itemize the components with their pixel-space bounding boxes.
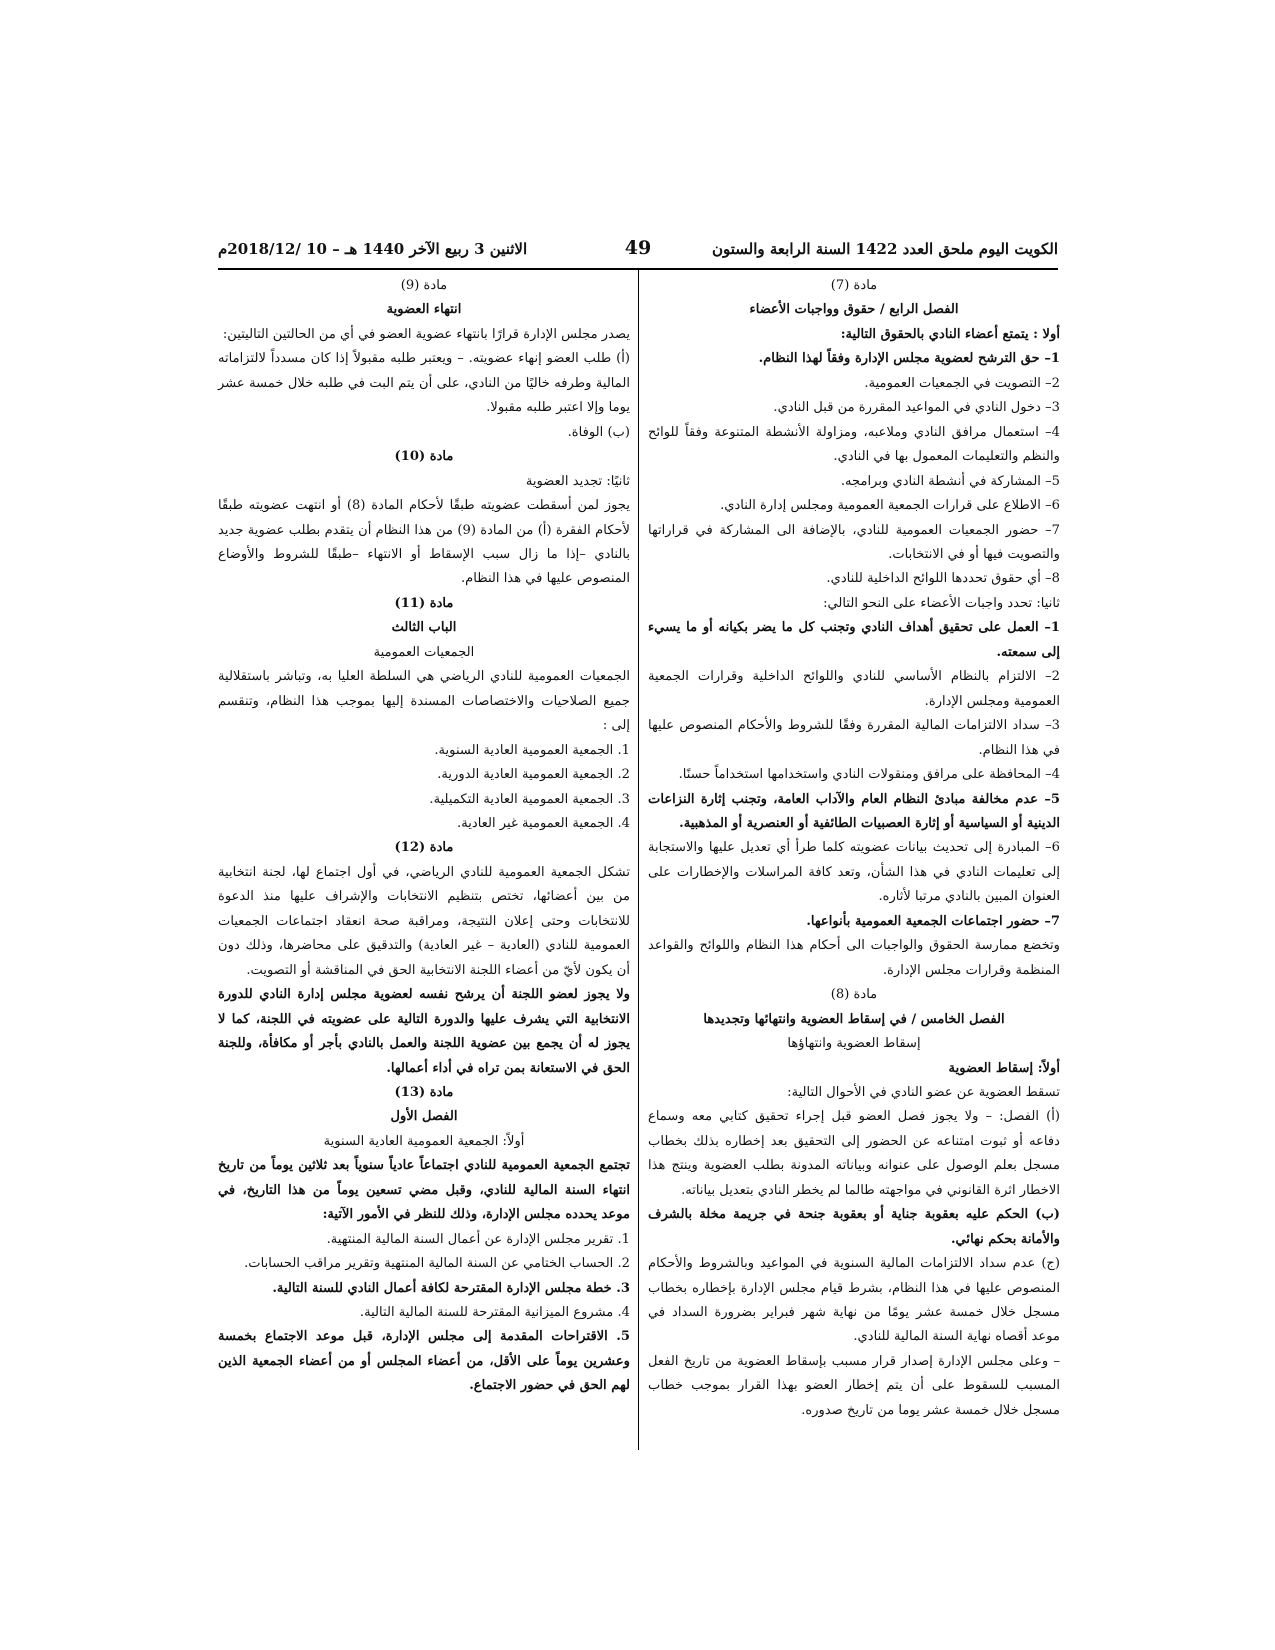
list-item: 1. تقرير مجلس الإدارة عن أعمال السنة المالية المنتهية. — [326, 1231, 630, 1247]
list-item: 4. مشروع الميزانية المقترحة للسنة المالية التالية. — [359, 1305, 630, 1321]
list-item: (أ) طلب العضو إنهاء عضويته. – ويعتبر طلبه مقبولاً إذا كان مسدداً لالتزاماته المالية وطرفه خاليًا من النادي، على أن يتم البت في طلبه خلال خمسة عشر يوما وإلا اعتبر طلبه مقبولا. — [218, 351, 630, 416]
paragraph: تجتمع الجمعية العمومية للنادي اجتماعاً عادياً سنوياً بعد ثلاثين يوماً من تاريخ انتهاء السنة المالية للنادي، وقبل مضي تسعين يوماً من هذا التاريخ، في موعد يحدده مجلس الإدارة، وذلك للنظر في الأمور الآتية: — [218, 1158, 630, 1223]
chapter-heading: الفصل الأول — [390, 1109, 458, 1125]
paragraph: وتخضع ممارسة الحقوق والواجبات الى أحكام هذا النظام واللوائح والقواعد المنظمة وقرارات مجلس الإدارة. — [648, 938, 1060, 978]
list-item: (ج) عدم سداد الالتزامات المالية السنوية في المواعيد وبالشروط والأحكام المنصوص عليها في هذا النظام، بشرط قيام مجلس الإدارة بإخطاره بخطاب مسجل خلال خمسة عشر يومًا من نهاية شهر فبراير بضرورة السداد في موعد أقصاه نهاية السنة المالية للنادي. — [648, 1256, 1060, 1345]
right-column — [648, 274, 1060, 1423]
section-heading: ثانيا: تحدد واجبات الأعضاء على النحو التالي: — [823, 595, 1060, 611]
article-heading: مادة (8) — [830, 987, 878, 1003]
list-item: 1– العمل على تحقيق أهداف النادي وتجنب كل ما يضر بكيانه أو ما يسيء إلى سمعته. — [648, 620, 1060, 660]
list-item: 8– أي حقوق تحددها اللوائح الداخلية للنادي. — [826, 571, 1060, 587]
section-heading: أولا : يتمتع أعضاء النادي بالحقوق التالية: — [840, 326, 1060, 342]
list-item: 7– حضور الجمعيات العمومية للنادي، بالإضافة الى المشاركة في قراراتها والتصويت فيها أو في الانتخابات. — [648, 522, 1060, 562]
part-heading: الباب الثالث — [391, 620, 457, 636]
list-item: 4– المحافظة على مرافق ومنقولات النادي واستخدامها استخداماً حسنًا. — [678, 767, 1060, 783]
paragraph: الجمعيات العمومية للنادي الرياضي هي السلطة العليا به، وتباشر باستقلالية جميع الصلاحيات والاختصاصات المسندة إليها بموجب هذا النظام، وتنقسم إلى : — [218, 669, 630, 734]
sub-heading: إسقاط العضوية وانتهاؤها — [787, 1036, 921, 1052]
column-divider — [638, 270, 639, 1450]
list-item: (ب) الحكم عليه بعقوبة جناية أو بعقوبة جنحة في جريمة مخلة بالشرف والأمانة بحكم نهائي. — [648, 1207, 1060, 1247]
left-column — [218, 274, 630, 1399]
list-item: 3– سداد الالتزامات المالية المقررة وفقًا للشروط والأحكام المنصوص عليها في هذا النظام. — [648, 718, 1060, 758]
list-item: (أ) الفصل: – ولا يجوز فصل العضو قبل إجراء تحقيق كتابي معه وسماع دفاعه أو ثبوت امتناعه عن الحضور إلى التحقيق بعد إخطاره بذلك بخطاب مسجل بعلم الوصول على عنوانه وبياناته المدونة بطلب العضوية وينتج هذا الاخطار اثرة القانوني في مواجهته طالما لم يخطر النادي بتعديل بياناته. — [648, 1109, 1060, 1198]
article-heading: مادة (13) — [394, 1084, 454, 1100]
paragraph: يصدر مجلس الإدارة قرارًا بانتهاء عضوية العضو في أي من الحالتين التاليتين: — [222, 326, 630, 342]
list-item: 3– دخول النادي في المواعيد المقررة من قبل النادي. — [773, 400, 1060, 416]
section-heading: ثانيًا: تجديد العضوية — [525, 473, 630, 489]
list-item: 6– المبادرة إلى تحديث بيانات عضويته كلما طرأ أي تعديل عليها والاستجابة إلى تعليمات النادي في هذا الشأن، وتعد كافة المراسلات والإخطارات على العنوان المبين بالنادي مرتبا لأثاره. — [648, 840, 1060, 905]
chapter-heading: الفصل الخامس / في إسقاط العضوية وانتهائها وتجديدها — [703, 1011, 1005, 1027]
chapter-heading: انتهاء العضوية — [386, 302, 462, 318]
list-item: 3. الجمعية العمومية العادية التكميلية. — [429, 791, 630, 807]
paragraph: تسقط العضوية عن عضو النادي في الأحوال التالية: — [787, 1084, 1060, 1100]
list-item: 4. الجمعية العمومية غير العادية. — [457, 815, 630, 831]
list-item: 1. الجمعية العمومية العادية السنوية. — [434, 742, 630, 758]
page-number: 49 — [624, 237, 652, 259]
chapter-heading: الجمعيات العمومية — [373, 644, 475, 660]
section-heading: أولاً: الجمعية العمومية العادية السنوية — [323, 1133, 525, 1149]
section-heading: أولاً: إسقاط العضوية — [948, 1060, 1060, 1076]
paragraph: ولا يجوز لعضو اللجنة أن يرشح نفسه لعضوية مجلس إدارة النادي للدورة الانتخابية التي يشرف عليها والدورة التالية على عضويته في اللجنة، كما لا يجوز له أن يجمع بين عضوية اللجنة والعمل بالنادي بأجر أو مكافأة، وللجنة الحق في الاستعانة بمن تراه في أداء أعمالها. — [218, 987, 630, 1076]
list-item: 5– عدم مخالفة مبادئ النظام العام والآداب العامة، وتجنب إثارة النزاعات الدينية أو السياسية أو إثارة العصبيات الطائفية أو العنصرية أو المذهبية. — [648, 791, 1060, 831]
paragraph: تشكل الجمعية العمومية للنادي الرياضي، في أول اجتماع لها، لجنة انتخابية من بين أعضائها، تختص بتنظيم الانتخابات والإشراف عليها منذ الدعوة للانتخابات وحتى إعلان النتيجة، ومراقبة صحة انعقاد اجتماعات الجمعيات العمومية للنادي (العادية – غير العادية) والتدقيق على محاضرها، وذلك دون أن يكون لأيّ من أعضاء اللجنة الانتخابية الحق في المناقشة أو التصويت. — [218, 864, 630, 978]
list-item: 2– التصويت في الجمعيات العمومية. — [864, 375, 1060, 391]
paragraph: – وعلى مجلس الإدارة إصدار قرار مسبب بإسقاط العضوية من تاريخ الفعل المسبب للسقوط على أن يتم إخطار العضو بهذا القرار بموجب خطاب مسجل خلال خمسة عشر يوما من تاريخ صدوره. — [648, 1353, 1060, 1418]
list-item: 7– حضور اجتماعات الجمعية العمومية بأنواعها. — [806, 913, 1060, 929]
list-item: 5. الاقتراحات المقدمة إلى مجلس الإدارة، قبل موعد الاجتماع بخمسة وعشرين يوماً على الأقل، من أعضاء المجلس أو من أعضاء الجمعية الذين لهم الحق في حضور الاجتماع. — [218, 1329, 630, 1394]
header-date: الاثنين 3 ربيع الآخر 1440 هـ – 10 /2018/12م — [218, 240, 528, 258]
list-item: 6– الاطلاع على قرارات الجمعية العمومية ومجلس إدارة النادي. — [720, 498, 1060, 514]
article-heading: مادة (9) — [400, 278, 448, 293]
article-heading: مادة (10) — [394, 449, 454, 465]
list-item: 1– حق الترشح لعضوية مجلس الإدارة وفقاً لهذا النظام. — [758, 351, 1060, 367]
list-item: 5– المشاركة في أنشطة النادي وبرامجه. — [840, 473, 1060, 489]
chapter-heading: الفصل الرابع / حقوق وواجبات الأعضاء — [749, 302, 959, 318]
list-item: 2. الحساب الختامي عن السنة المالية المنتهية وتقرير مراقب الحسابات. — [244, 1256, 630, 1272]
list-item: 3. خطة مجلس الإدارة المقترحة لكافة أعمال النادي للسنة التالية. — [272, 1280, 630, 1296]
header-publication: الكويت اليوم ملحق العدد 1422 السنة الرابعة والستون — [712, 240, 1058, 258]
list-item: (ب) الوفاة. — [567, 424, 630, 440]
article-heading: مادة (7) — [830, 278, 878, 293]
article-heading: مادة (11) — [394, 595, 454, 611]
list-item: 2. الجمعية العمومية العادية الدورية. — [437, 767, 630, 783]
paragraph: يجوز لمن أسقطت عضويته طبقًا لأحكام المادة (8) أو انتهت عضويته طبقًا لأحكام الفقرة (أ) من المادة (9) من هذا النظام أن يتقدم بطلب عضوية جديد بالنادي –إذا ما زال سبب الإسقاط أو الانتهاء –طبقًا للشروط والأوضاع المنصوص عليها في هذا النظام. — [218, 498, 631, 587]
list-item: 2– الالتزام بالنظام الأساسي للنادي واللوائح الداخلية وقرارات الجمعية العمومية ومجلس الإدارة. — [648, 669, 1060, 709]
page-header — [218, 237, 1058, 266]
list-item: 4– استعمال مرافق النادي وملاعبه، ومزاولة الأنشطة المتنوعة وفقاً للوائح والنظم والتعليمات المعمول بها في النادي. — [648, 424, 1060, 465]
article-heading: مادة (12) — [394, 840, 454, 856]
